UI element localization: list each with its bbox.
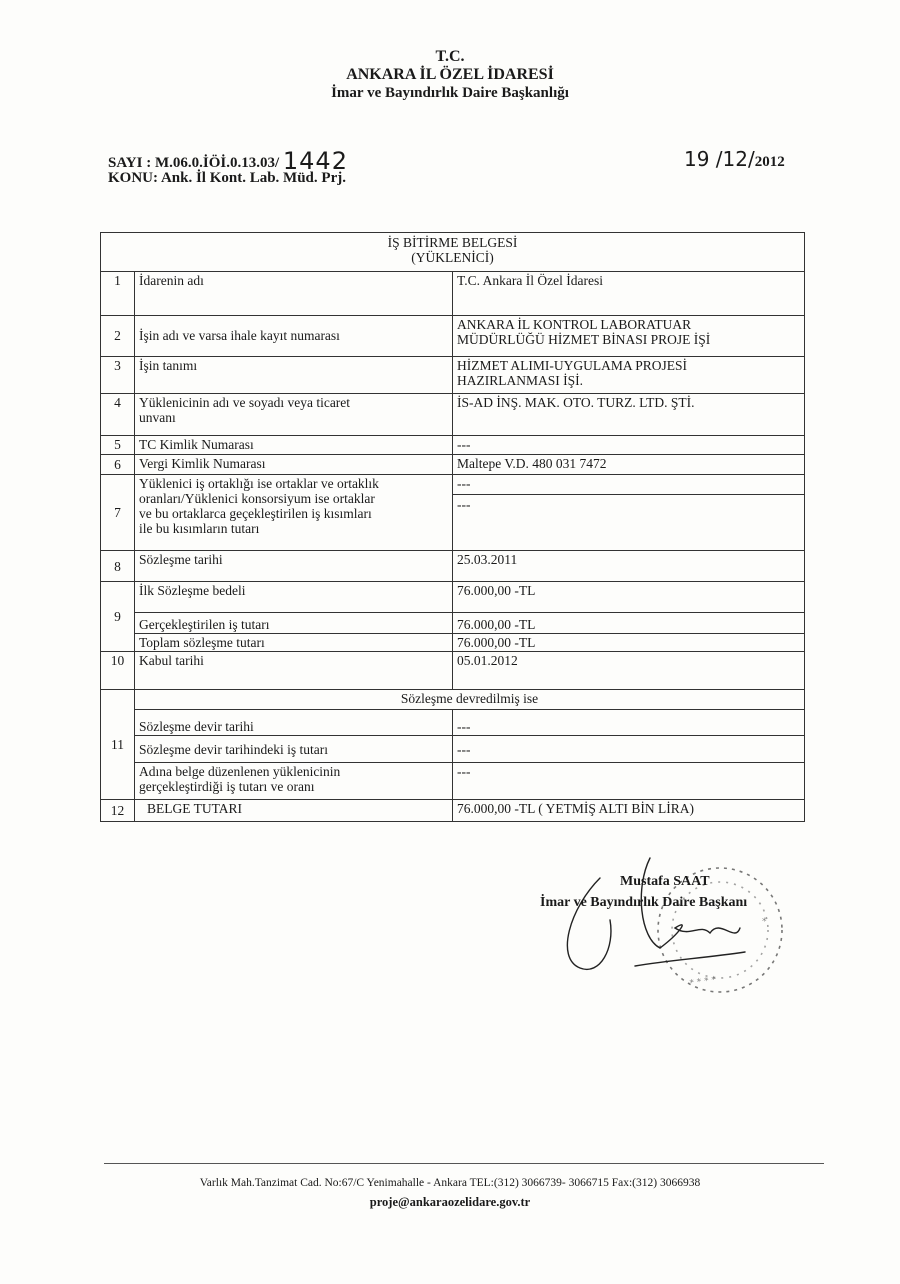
form-title: İŞ BİTİRME BELGESİ <box>387 235 518 250</box>
row-value: --- <box>453 762 805 799</box>
row-number: 4 <box>101 394 135 435</box>
row-label: Sözleşme tarihi <box>135 551 453 582</box>
row-value-line: MÜDÜRLÜĞÜ HİZMET BİNASI PROJE İŞİ <box>457 331 711 347</box>
row-number: 9 <box>101 582 135 652</box>
row-label: Vergi Kimlik Numarası <box>135 455 453 475</box>
row-label: Kabul tarihi <box>135 652 453 689</box>
row-label <box>135 474 453 550</box>
row-value-line: --- <box>457 475 471 491</box>
header-department: İmar ve Bayındırlık Daire Başkanlığı <box>331 85 569 101</box>
signatory-title: İmar ve Bayındırlık Daire Başkanı <box>540 895 748 910</box>
row-value: T.C. Ankara İl Özel İdaresi <box>453 272 805 315</box>
konu-value: Ank. İl Kont. Lab. Müd. Prj. <box>160 170 346 186</box>
row-number: 10 <box>101 652 135 689</box>
konu-line <box>108 170 346 187</box>
row-value: 76.000,00 -TL ( YETMİŞ ALTI BİN LİRA) <box>453 800 805 822</box>
row-value-line: HAZIRLANMASI İŞİ. <box>457 372 583 388</box>
svg-text:* * * *: * * * * <box>689 975 717 989</box>
row-value: --- <box>453 710 805 736</box>
completion-certificate-table <box>100 232 805 822</box>
row-value: --- <box>453 435 805 455</box>
date-handwritten: 19 /12/ <box>684 147 755 171</box>
row-label: Toplam sözleşme tutarı <box>135 633 453 652</box>
row-label: İdarenin adı <box>135 272 453 315</box>
row-number: 2 <box>101 315 135 356</box>
row-number: 12 <box>101 800 135 822</box>
row-label-line: Yüklenicinin adı ve soyadı veya ticaret <box>139 395 351 411</box>
row-value <box>453 474 805 550</box>
row-value: --- <box>453 736 805 763</box>
signatory-name: Mustafa SAAT <box>620 874 710 889</box>
section-title: Sözleşme devredilmiş ise <box>135 689 805 710</box>
row-number: 6 <box>101 455 135 475</box>
row-label-line: Adına belge düzenlenen yüklenicinin <box>139 763 341 779</box>
sayi-handwritten-number: 1442 <box>282 147 348 175</box>
row-label: İlk Sözleşme bedeli <box>135 582 453 613</box>
konu-label: KONU: <box>108 170 158 186</box>
row-value: 76.000,00 -TL <box>453 633 805 652</box>
row-value: İS-AD İNŞ. MAK. OTO. TURZ. LTD. ŞTİ. <box>453 394 805 435</box>
form-title-cell <box>101 233 805 272</box>
sayi-label: SAYI <box>108 155 143 171</box>
row-label: TC Kimlik Numarası <box>135 435 453 455</box>
row-label: Gerçekleştirilen iş tutarı <box>135 613 453 634</box>
footer-email: proje@ankaraozelidare.gov.tr <box>369 1195 531 1209</box>
row-label-line: unvanı <box>139 410 176 426</box>
row-label: Sözleşme devir tarihi <box>135 710 453 736</box>
form-subtitle: (YÜKLENİCİ) <box>411 250 494 265</box>
row-label <box>135 762 453 799</box>
header-tc: T.C. <box>435 48 465 65</box>
row-label: BELGE TUTARI <box>135 800 453 822</box>
row-label: Sözleşme devir tarihindeki iş tutarı <box>135 736 453 763</box>
row-value: 05.01.2012 <box>453 652 805 689</box>
row-label-line: gerçekleştirdiği iş tutarı ve oranı <box>139 778 315 794</box>
row-number: 1 <box>101 272 135 315</box>
row-label-line: ile bu kısımların tutarı <box>139 520 260 536</box>
row-value <box>453 315 805 356</box>
document-date <box>684 147 785 171</box>
date-year: 2012 <box>754 154 785 170</box>
row-value-line: ANKARA İL KONTROL LABORATUAR <box>457 316 692 332</box>
row-number: 8 <box>101 551 135 582</box>
row-number: 11 <box>101 689 135 800</box>
row-value: Maltepe V.D. 480 031 7472 <box>453 455 805 475</box>
footer-address: Varlık Mah.Tanzimat Cad. No:67/C Yenimahalle - Ankara TEL:(312) 3066739- 3066715 Fax:(312) 3066938 <box>199 1177 701 1189</box>
svg-text:*: * <box>762 917 767 927</box>
row-label-line: oranları/Yüklenici konsorsiyum ise ortaklar <box>139 490 375 506</box>
row-label: İşin tanımı <box>135 356 453 393</box>
signature-block <box>540 848 840 1008</box>
row-value <box>453 356 805 393</box>
row-value: 76.000,00 -TL <box>453 582 805 613</box>
inner-divider <box>453 494 804 495</box>
footer-divider <box>104 1163 824 1164</box>
sayi-value: : M.06.0.İÖİ.0.13.03/ <box>146 155 280 171</box>
row-number: 3 <box>101 356 135 393</box>
row-number: 5 <box>101 435 135 455</box>
row-number: 7 <box>101 474 135 550</box>
official-stamp-and-signature <box>540 848 840 1008</box>
row-value: 76.000,00 -TL <box>453 613 805 634</box>
row-value: 25.03.2011 <box>453 551 805 582</box>
row-label-line: ve bu ortaklarca geçekleştirilen iş kısımları <box>139 505 372 521</box>
header-institution: ANKARA İL ÖZEL İDARESİ <box>346 66 554 83</box>
row-value-line: --- <box>457 496 471 512</box>
row-value-line: HİZMET ALIMI-UYGULAMA PROJESİ <box>457 357 688 373</box>
row-label: İşin adı ve varsa ihale kayıt numarası <box>135 315 453 356</box>
row-label <box>135 394 453 435</box>
row-label-line: Yüklenici iş ortaklığı ise ortaklar ve ortaklık <box>139 475 379 491</box>
